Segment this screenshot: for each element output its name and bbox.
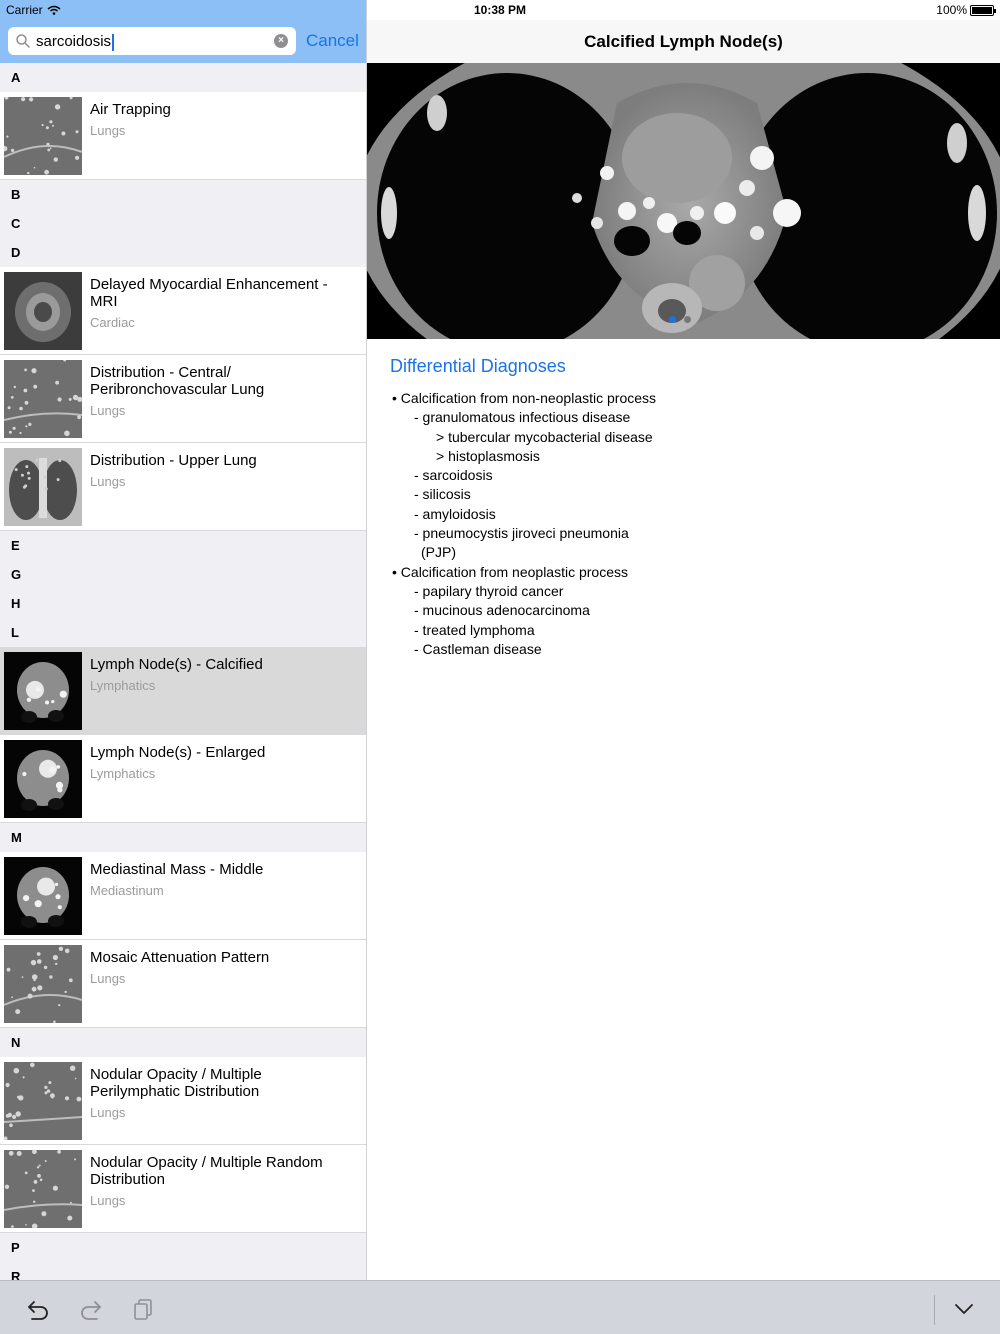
section-header-n: N — [0, 1028, 366, 1057]
list-item-title: Distribution - Upper Lung — [90, 452, 257, 469]
list-item-subtitle: Lymphatics — [90, 766, 156, 781]
differential-diagnoses-list — [392, 389, 982, 659]
section-header-p: P — [0, 1233, 366, 1262]
list-item[interactable] — [0, 443, 366, 531]
diagnosis-line: - sarcoidosis — [414, 467, 493, 484]
clock: 10:38 PM — [473, 3, 527, 17]
carrier-label: Carrier — [6, 3, 43, 17]
section-header-l: L — [0, 618, 366, 647]
list-item-title: Mediastinal Mass - Middle — [90, 861, 264, 878]
section-header-e: E — [0, 531, 366, 560]
battery-percent: 100% — [936, 3, 967, 17]
battery-icon — [970, 5, 994, 16]
list-item-subtitle: Lungs — [90, 1105, 126, 1120]
hero-image-carousel[interactable] — [367, 63, 1000, 339]
lung-ct-thumbnail — [4, 97, 82, 175]
list-item[interactable] — [0, 852, 366, 940]
redo-icon[interactable] — [79, 1297, 103, 1321]
lung-ct-thumbnail — [4, 1150, 82, 1228]
list-item-subtitle: Lungs — [90, 1193, 126, 1208]
clipboard-icon[interactable] — [132, 1297, 156, 1321]
page-dot-2[interactable] — [684, 316, 691, 323]
diagnosis-line: - treated lymphoma — [414, 621, 535, 638]
list-item-title: Distribution - Central/ Peribronchovascular Lung — [90, 364, 265, 398]
chevron-down-icon[interactable] — [952, 1297, 976, 1321]
list-item-title: Air Trapping — [90, 101, 171, 118]
list-item[interactable] — [0, 267, 366, 355]
list-item[interactable] — [0, 1145, 366, 1233]
mediastinal-ct-thumbnail — [4, 740, 82, 818]
master-pane — [0, 0, 366, 1280]
list-item-subtitle: Cardiac — [90, 315, 135, 330]
section-header-r: R — [0, 1262, 366, 1280]
lung-ct-thumbnail — [4, 945, 82, 1023]
list-item[interactable] — [0, 735, 366, 823]
section-header-d: D — [0, 238, 366, 267]
section-header-m: M — [0, 823, 366, 852]
detail-pane — [367, 0, 1000, 1280]
toolbar-separator — [934, 1295, 935, 1325]
list-item[interactable] — [0, 647, 366, 735]
list-item-title: Mosaic Attenuation Pattern — [90, 949, 270, 966]
undo-icon[interactable] — [26, 1297, 50, 1321]
detail-nav-bar — [367, 20, 1000, 63]
page-dot-1[interactable] — [669, 316, 676, 323]
diagnosis-line: • Calcification from neoplastic process — [392, 563, 628, 580]
list-item[interactable] — [0, 1057, 366, 1145]
list-item-subtitle: Lungs — [90, 971, 126, 986]
section-header-h: H — [0, 589, 366, 618]
list-item-subtitle: Lungs — [90, 403, 126, 418]
list-item-title: Nodular Opacity / Multiple Random Distribution — [90, 1154, 323, 1188]
lung-ct-thumbnail — [4, 1062, 82, 1140]
list-item[interactable] — [0, 940, 366, 1028]
diagnosis-line: - Castleman disease — [414, 640, 542, 657]
diagnosis-line: - granulomatous infectious disease — [414, 409, 631, 426]
axial-chest-ct-image — [367, 63, 1000, 339]
list-item[interactable] — [0, 92, 366, 180]
list-item-title: Lymph Node(s) - Calcified — [90, 656, 263, 673]
list-item-subtitle: Lungs — [90, 123, 126, 138]
page-title: Calcified Lymph Node(s) — [584, 32, 783, 51]
list-item-subtitle: Mediastinum — [90, 883, 164, 898]
text-cursor — [112, 34, 114, 51]
search-icon — [15, 33, 31, 49]
cancel-button[interactable]: Cancel — [306, 31, 359, 50]
diagnosis-line: - silicosis — [414, 486, 471, 503]
mediastinal-ct-thumbnail — [4, 857, 82, 935]
diagnosis-line: > histoplasmosis — [436, 447, 540, 464]
list-item-title: Lymph Node(s) - Enlarged — [90, 744, 266, 761]
diagnosis-line: - mucinous adenocarcinoma — [414, 602, 590, 619]
cardiac-mri-thumbnail — [4, 272, 82, 350]
chest-coronal-thumbnail — [4, 448, 82, 526]
results-list — [0, 63, 366, 1280]
battery-indicator — [936, 3, 994, 17]
section-header-c: C — [0, 209, 366, 238]
diagnosis-line: - papilary thyroid cancer — [414, 582, 564, 599]
list-item-title: Delayed Myocardial Enhancement - MRI — [90, 276, 328, 310]
search-query-text: sarcoidosis — [36, 33, 114, 51]
differential-diagnoses-heading: Differential Diagnoses — [390, 356, 566, 376]
search-input[interactable] — [8, 27, 296, 55]
list-item-subtitle: Lungs — [90, 474, 126, 489]
diagnosis-line: - pneumocystis jiroveci pneumonia — [414, 525, 629, 542]
status-bar — [0, 0, 1000, 20]
diagnosis-line: - amyloidosis — [414, 505, 496, 522]
section-header-a: A — [0, 63, 366, 92]
section-header-g: G — [0, 560, 366, 589]
list-item-title: Nodular Opacity / Multiple Perilymphatic Distribution — [90, 1066, 262, 1100]
list-item[interactable] — [0, 355, 366, 443]
page-indicator[interactable] — [669, 316, 691, 323]
diagnosis-line: > tubercular mycobacterial disease — [436, 428, 653, 445]
section-header-b: B — [0, 180, 366, 209]
lung-ct-thumbnail — [4, 360, 82, 438]
list-item-subtitle: Lymphatics — [90, 678, 156, 693]
clear-search-icon[interactable]: × — [274, 34, 288, 48]
bottom-toolbar — [0, 1280, 1000, 1334]
mediastinal-ct-thumbnail — [4, 652, 82, 730]
diagnosis-line: • Calcification from non-neoplastic process — [392, 390, 657, 406]
diagnosis-line: (PJP) — [421, 544, 456, 561]
